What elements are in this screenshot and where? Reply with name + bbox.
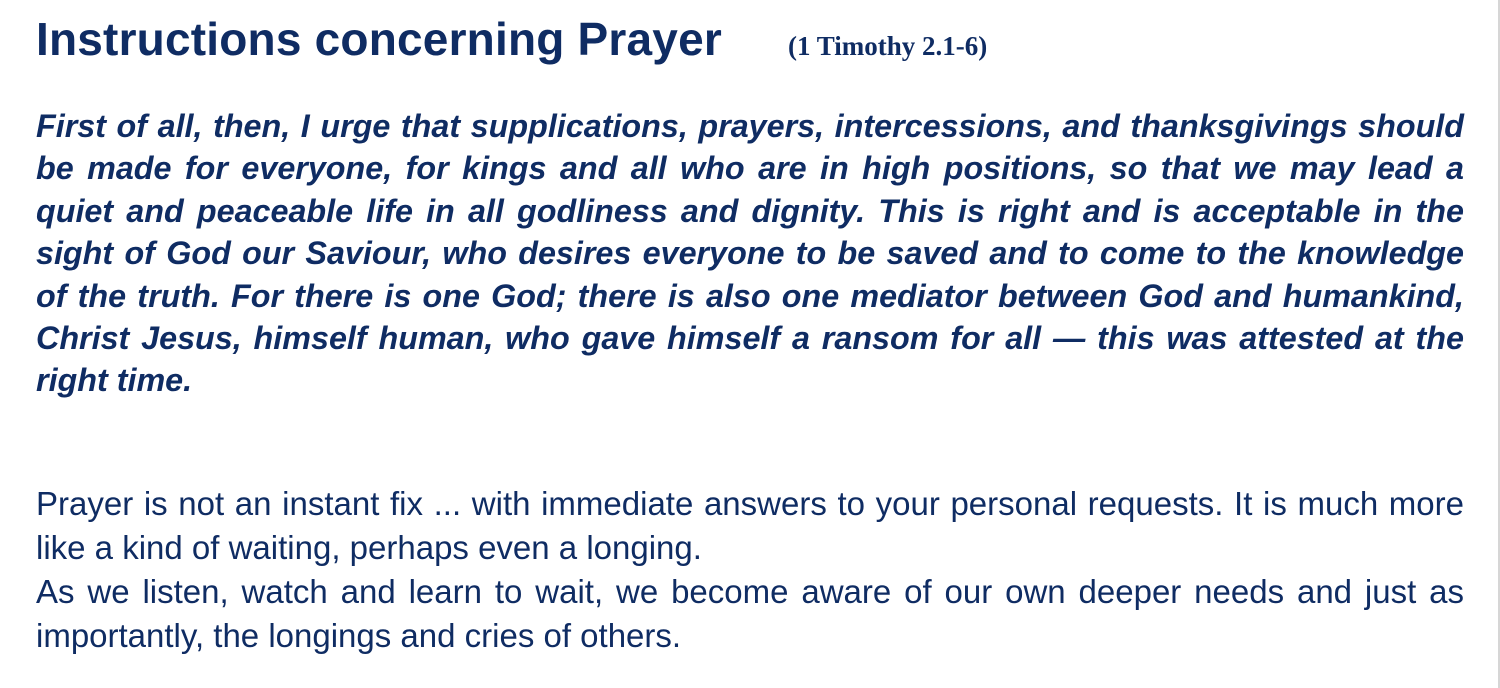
scripture-passage: First of all, then, I urge that supplications, prayers, intercessions, and thanksgivings should be made for everyone, for kings and all who are in high positions, so that we may lead a quiet and peaceable life in all godliness and dignity. This is right and is acceptable in the sight of God our Saviour, who desires everyone to be saved and to come to the knowledge of the truth. For there is one God; there is also one mediator between God and humankind, Christ Jesus, himself human, who gave himself a ransom for all — this was attested at the right time. [36, 108, 1464, 399]
reflection-paragraph-2: As we listen, watch and learn to wait, we become aware of our own deeper needs and just as importantly, the longings and cries of others. [36, 573, 1464, 654]
page-title: Instructions concerning Prayer [36, 13, 722, 65]
scripture-reference: (1 Timothy 2.1-6) [787, 31, 988, 61]
reflection-text [36, 482, 1464, 658]
slide-header [36, 12, 1456, 72]
reflection-paragraph-1: Prayer is not an instant fix ... with immediate answers to your personal requests. It is much more like a kind of waiting, perhaps even a longing. [36, 485, 1464, 566]
